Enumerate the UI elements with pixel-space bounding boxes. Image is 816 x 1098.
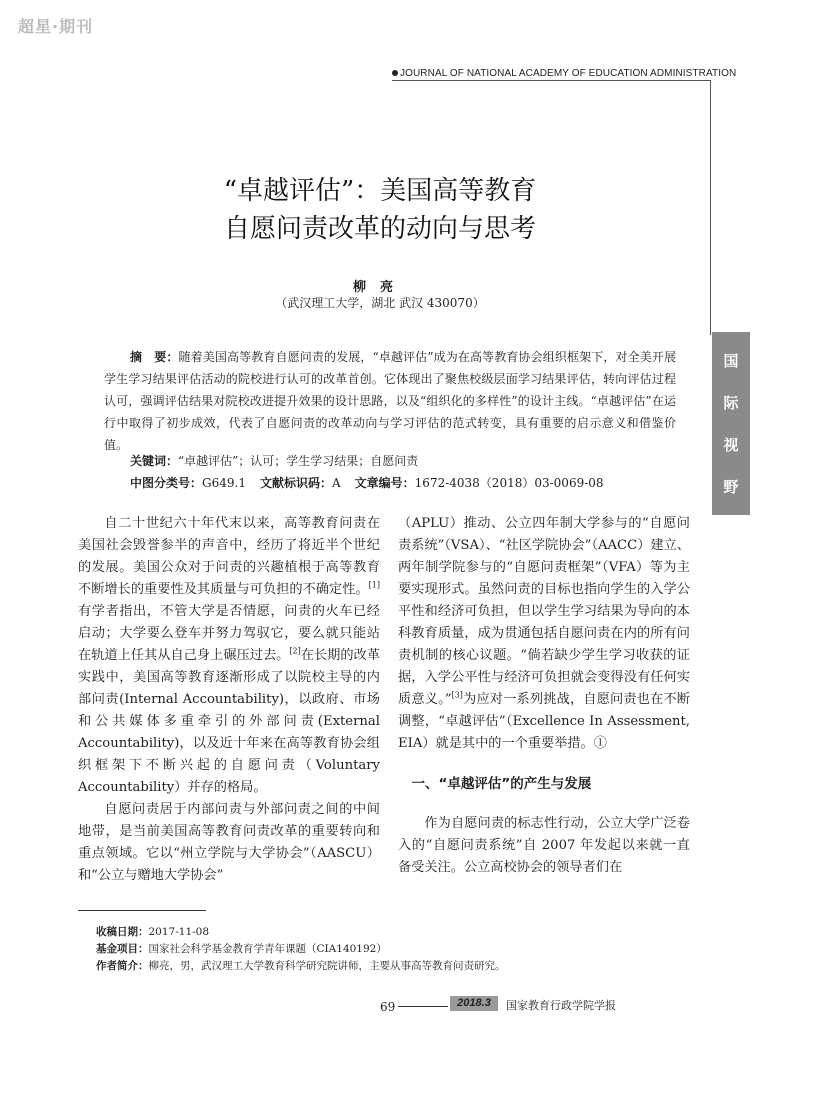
abstract-label: 摘 要： <box>130 350 179 364</box>
footnote-author: 作者简介：柳亮，男，武汉理工大学教育科学研究院讲师，主要从事高等教育问责研究。 <box>96 960 506 972</box>
journal-header <box>392 68 736 79</box>
classification-line <box>130 472 690 494</box>
body-paragraph: 自愿问责居于内部问责与外部问责之间的中间地带，是当前美国高等教育问责改革的重要转向和重点领域。它以“州立学院与大学协会”（AASCU）和“公立与赠地大学协会” <box>78 802 380 883</box>
body-paragraph: 作为自愿问责的标志性行动，公立大学广泛卷入的“自愿问责系统”自 2007 年发起以来就一直备受关注。公立高校协会的领导者们在 <box>398 816 690 875</box>
body-column-left <box>78 513 380 887</box>
body-column-right <box>398 513 690 879</box>
abstract <box>104 346 676 456</box>
abstract-text: 随着美国高等教育自愿问责的发展，“卓越评估”成为在高等教育协会组织框架下，对全美开展学生学习结果评估活动的院校进行认可的改革首创。它体现出了聚焦校级层面学习结果评估，转向评估过程认可，强调评估结果对院校改进提升效果的设计思路，以及“组织化的多样性”的设计主线。“卓越评估”在运行中取得了初步成效，代表了自愿问责的改革动向与学习评估的范式转变，具有重要的启示意义和借鉴价值。 <box>104 350 676 452</box>
side-tab-char: 野 <box>723 477 739 496</box>
side-tab-char: 国 <box>723 352 739 371</box>
clc-value: G649.1 <box>202 476 246 490</box>
clc-label: 中图分类号： <box>130 476 203 490</box>
citation-ref[interactable]: [1] <box>368 580 380 590</box>
watermark: 超星·期刊 <box>18 17 94 36</box>
issue-badge: 2018.3 <box>450 996 498 1011</box>
article-number-value: 1672-4038（2018）03-0069-08 <box>414 476 604 490</box>
footer-rule <box>398 1006 448 1007</box>
page-number: 69 <box>380 1000 396 1014</box>
header-rule <box>392 80 710 81</box>
footnote-marker[interactable]: ① <box>593 736 607 751</box>
citation-ref[interactable]: [3] <box>451 690 463 700</box>
footnote-fund: 基金项目：国家社会科学基金教育学青年课题（CIA140192） <box>96 943 387 955</box>
article-title-line-1: “卓越评估”：美国高等教育 <box>223 176 537 206</box>
body-paragraph: （APLU）推动、公立四年制大学参与的“自愿问责系统”（VSA）、“社区学院协会”（AACC）建立、两年制学院参与的“自愿问责框架”（VFA）等为主要实现形式。虽然问责的目标也指向学生的入学公平性和经济可负担，但以学生学习结果为导向的本科教育质量，成为贯通包括自愿问责在内的所有问责机制的核心议题。“倘若缺少学生学习收获的证据，入学公平性与经济可负担就会变得没有任何实质意义。”[3]为应对一系列挑战，自愿问责也在不断调整，“卓越评估”（Excellence In Assessment, EIA）就是其中的一个重要举措。① <box>398 516 690 751</box>
keywords-label: 关键词： <box>130 454 179 468</box>
section-heading: 一、“卓越评估”的产生与发展 <box>411 776 592 792</box>
footnote-rule <box>78 910 206 911</box>
keywords <box>130 450 690 472</box>
keywords-text: “卓越评估”；认可；学生学习结果；自愿问责 <box>178 454 419 468</box>
citation-ref[interactable]: [2] <box>289 646 301 656</box>
article-title-line-2: 自愿问责改革的动向与思考 <box>223 214 536 244</box>
bullet-icon <box>392 70 398 76</box>
author-affiliation: （武汉理工大学，湖北 武汉 430070） <box>275 296 485 310</box>
side-tab-char: 视 <box>723 435 739 454</box>
footnotes <box>96 924 716 975</box>
side-tab-char: 际 <box>723 394 739 413</box>
footer-journal-name: 国家教育行政学院学报 <box>506 999 616 1012</box>
section-side-tab <box>712 332 750 515</box>
doc-code-value: A <box>331 476 341 490</box>
footnote-received: 收稿日期：2017-11-08 <box>96 926 210 938</box>
author-name: 柳亮 <box>352 280 407 295</box>
journal-header-text: JOURNAL OF NATIONAL ACADEMY OF EDUCATION ADMINISTRATION <box>400 68 737 79</box>
article-number-label: 文章编号： <box>354 476 415 490</box>
doc-code-label: 文献标识码： <box>259 476 332 490</box>
body-paragraph: 自二十世纪六十年代末以来，高等教育问责在美国社会毁誉参半的声音中，经历了将近半个世纪的发展。美国公众对于问责的兴趣植根于高等教育不断增长的重要性及其质量与可负担的不确定性。[1]有学者指出，不管大学是否情愿，问责的火车已经启动；大学要么登车并努力驾驭它，要么就只能站在轨道上任其从自己身上碾压过去。[2]在长期的改革实践中，美国高等教育逐渐形成了以院校主导的内部问责(Internal Accountability)，以政府、市场和公共媒体多重牵引的外部问责(External Accountability)，以及近十年来在高等教育协会组织框架下不断兴起的自愿问责（Voluntary Accountability）并存的格局。 <box>78 516 381 795</box>
